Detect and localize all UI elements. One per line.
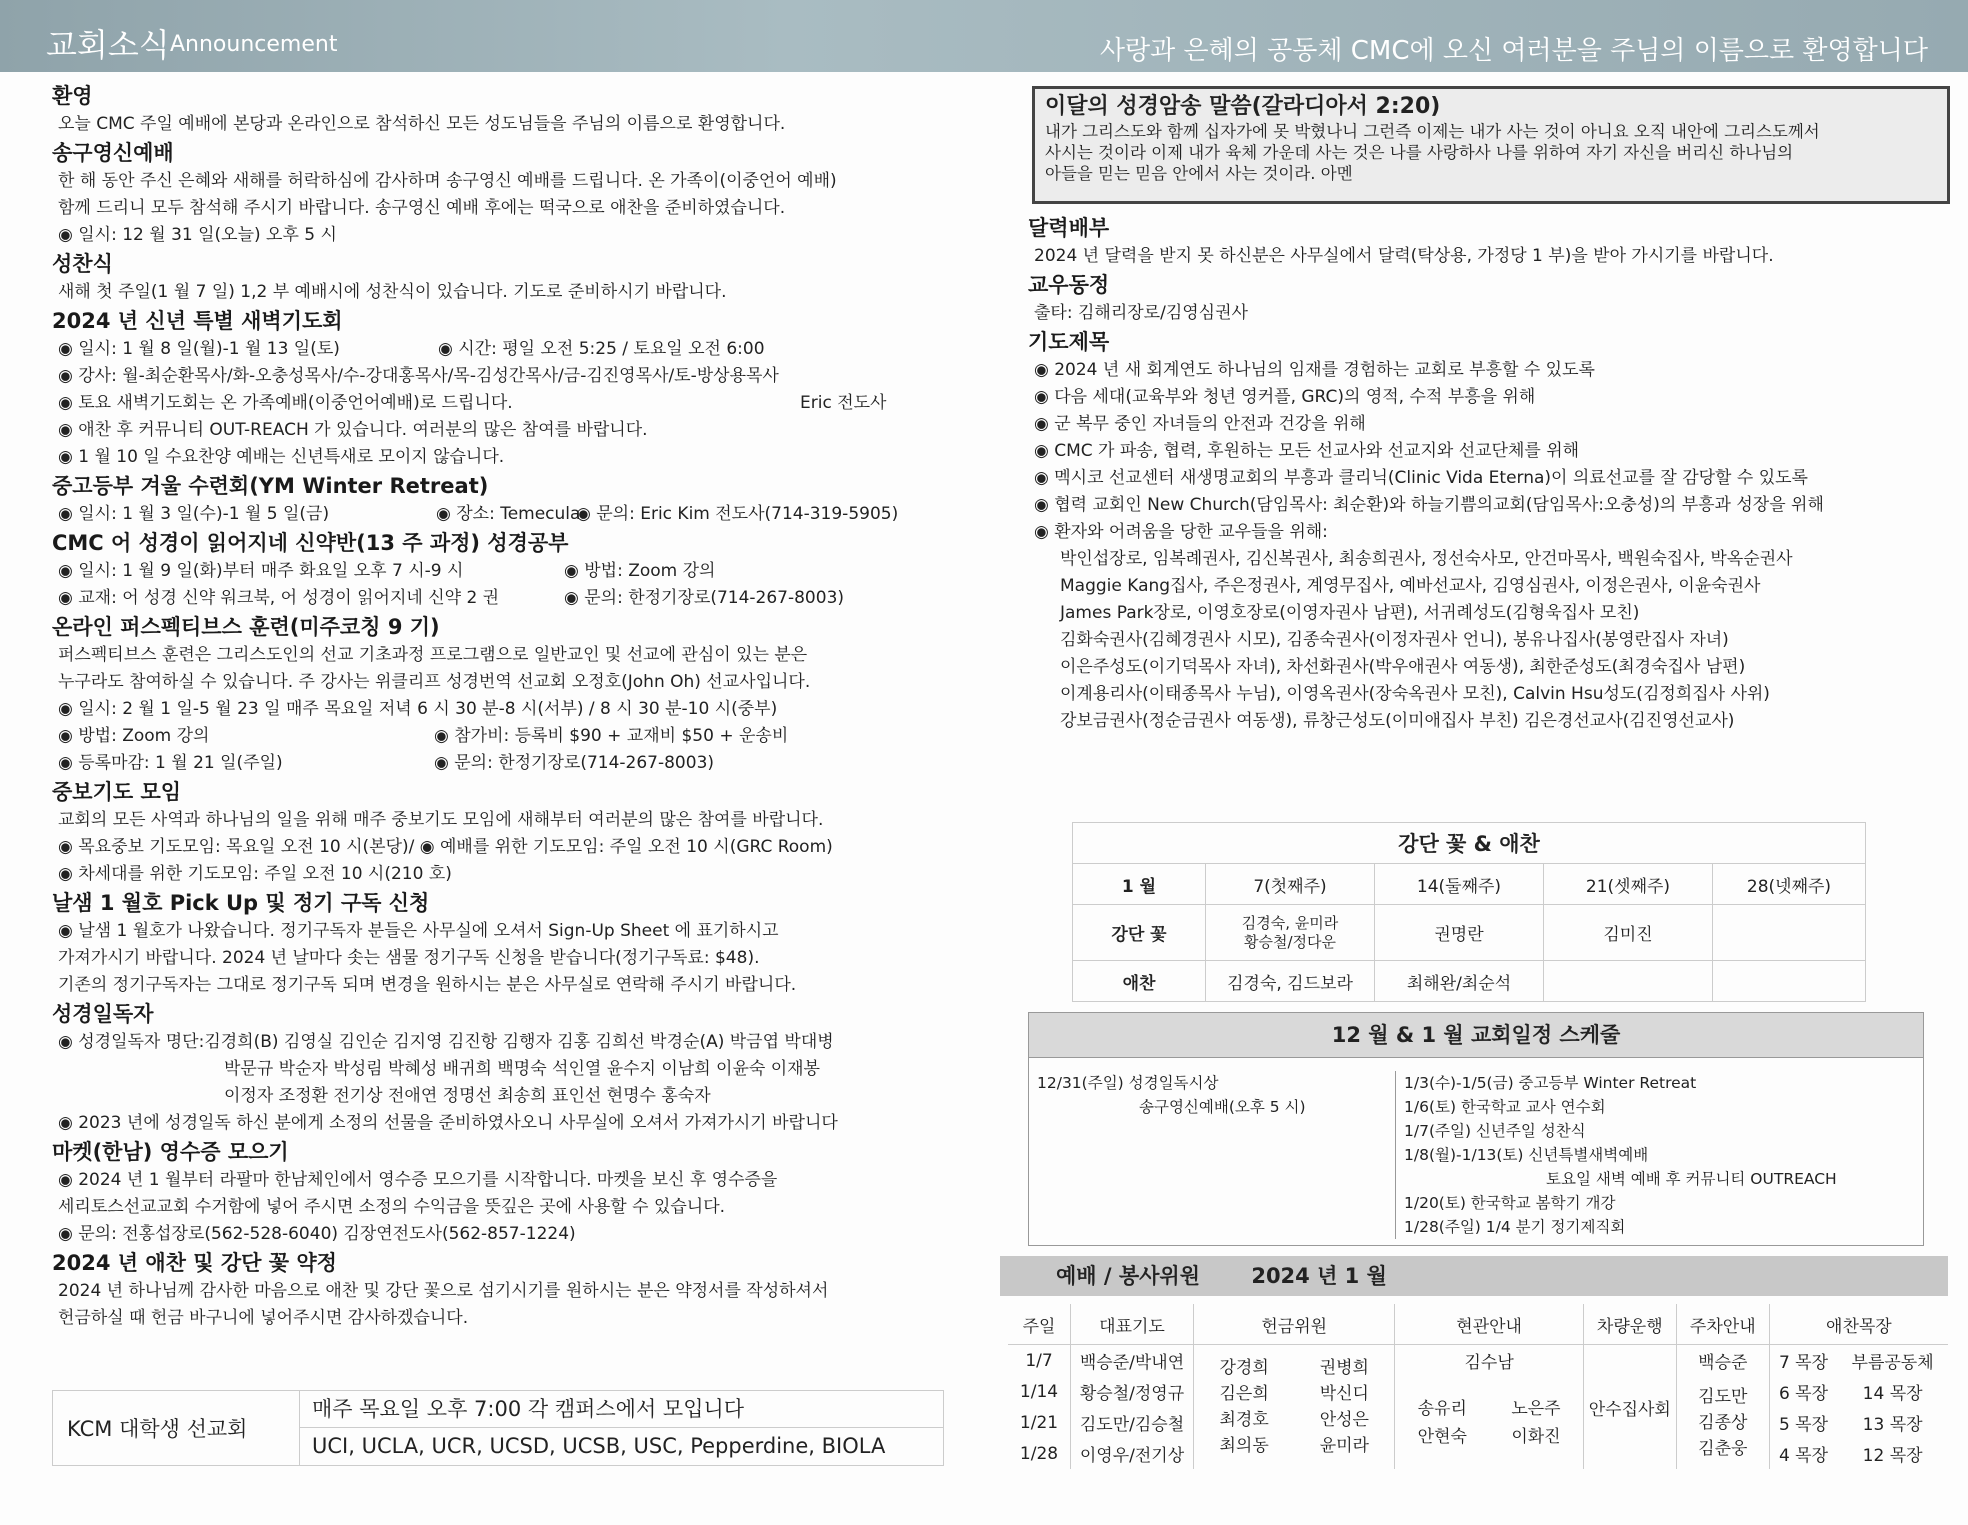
table-cell: 권명란: [1375, 905, 1544, 961]
prayer-names: Maggie Kang집사, 주은정권사, 계영무집사, 예바선교사, 김영심권사, 이정은권사, 이윤숙권사: [1060, 576, 1761, 596]
method-text: ◉ 방법: Zoom 강의: [564, 561, 716, 581]
date-text: ◉ 일시: 1 월 3 일(수)-1 월 5 일(금): [58, 504, 330, 524]
material-text: ◉ 교재: 어 성경 신약 워크북, 어 성경이 읽어지네 신약 2 권: [58, 588, 500, 608]
prayer-cell: 이영우/전기상: [1071, 1438, 1194, 1469]
section-title: 교우동정: [1028, 273, 1110, 297]
section-line: ◉ 목요중보 기도모임: 목요일 오전 10 시(본당)/ ◉ 예배를 위한 기도모임: 주일 오전 10 시(GRC Room): [58, 837, 833, 857]
section-line: ◉ 날샘 1 월호가 나왔습니다. 정기구독자 분들은 사무실에 오셔서 Sign-Up Sheet 에 표기하시고: [58, 921, 779, 941]
meal-cell: 6 목장: [1769, 1376, 1837, 1407]
name-text: 김종상: [1698, 1412, 1748, 1433]
section-line: [58, 723, 952, 750]
meal-cell: 7 목장: [1769, 1345, 1837, 1377]
table-header: 현관안내: [1395, 1304, 1583, 1345]
service-title: 예배 / 봉사위원: [1056, 1264, 1201, 1288]
section-title: 송구영신예배: [52, 141, 174, 165]
table-header: 14(둘째주): [1375, 864, 1544, 905]
table-cell: 최해완/최순석: [1375, 961, 1544, 1002]
section-title: 2024 년 신년 특별 새벽기도회: [52, 309, 343, 333]
schedule-title: 12 월 & 1 월 교회일정 스케줄: [1029, 1013, 1923, 1058]
prayer-item: ◉ 다음 세대(교육부와 청년 영커플, GRC)의 영적, 수적 부흥을 위해: [1034, 387, 1536, 407]
right-sections: [1028, 214, 1948, 736]
section-prayer: [1028, 328, 1948, 735]
section-line: 2024 년 하나님께 감사한 마음으로 애찬 및 강단 꽃으로 섬기시기를 원하시는 분은 약정서를 작성하셔서: [58, 1281, 829, 1301]
date-cell: 1/28: [1019, 1443, 1059, 1464]
section-line: [58, 336, 952, 363]
table-header: 차량운행: [1583, 1304, 1676, 1345]
verse-line: 아들을 믿는 믿음 안에서 사는 것이라. 아멘: [1045, 164, 1353, 183]
section-pledge: [52, 1249, 952, 1332]
name-text: 최경호: [1219, 1410, 1269, 1430]
kcm-box: [52, 1390, 944, 1466]
section-title: 기도제목: [1028, 330, 1110, 354]
section-title: CMC 어 성경이 읽어지네 신약반(13 주 과정) 성경공부: [52, 531, 569, 555]
fee-text: ◉ 참가비: 등록비 $90 + 교재비 $50 + 운송비: [434, 726, 789, 746]
section-title: 마켓(한남) 영수증 모으기: [52, 1140, 289, 1164]
section-line: ◉ 성경일독자 명단:김경희(B) 김영실 김인순 김지영 김진항 김행자 김홍 김희선 박경순(A) 박금엽 박대병: [58, 1032, 834, 1052]
prayer-names: 김화숙권사(김혜경권사 시모), 김종숙권사(이정자권사 언니), 봉유나집사(봉영란집사 자녀): [1060, 630, 1729, 650]
section-line: 퍼스펙티브스 훈련은 그리스도인의 선교 기초과정 프로그램으로 일반교인 및 선교에 관심이 있는 분은: [58, 645, 808, 665]
prayer-item: ◉ 2024 년 새 회계연도 하나님의 임재를 경험하는 교회로 부흥할 수 있도록: [1034, 360, 1595, 380]
usher-cell: 김수남: [1395, 1345, 1583, 1377]
parking-cell: 백승준: [1676, 1345, 1769, 1377]
section-line: [58, 501, 952, 528]
section-line: 이정자 조정환 전기상 전애연 정명선 최송희 표인선 현명수 홍숙자: [224, 1086, 711, 1106]
section-calendar: [1028, 214, 1948, 270]
section-market: [52, 1138, 952, 1248]
table-header: 헌금위원: [1194, 1304, 1395, 1345]
header-welcome: 사랑과 은혜의 공동체 CMC에 오신 여러분을 주님의 이름으로 환영합니다: [1099, 36, 1928, 66]
section-line: 교회의 모든 사역과 하나님의 일을 위해 매주 중보기도 모임에 새해부터 여러분의 많은 참여를 바랍니다.: [58, 810, 824, 830]
date-text: ◉ 일시: 1 월 9 일(화)부터 매주 화요일 오후 7 시-9 시: [58, 561, 464, 581]
schedule-item: 토요일 새벽 예배 후 커뮤니티 OUTREACH: [1546, 1170, 1837, 1188]
offering-col: [1194, 1345, 1295, 1470]
section-line: ◉ 2023 년에 성경일독 하신 분에게 소정의 선물을 준비하였사오니 사무실에 오셔서 가져가시기 바랍니다: [58, 1113, 838, 1133]
place-text: ◉ 장소: Temecula: [436, 504, 581, 524]
section-title: 중보기도 모임: [52, 780, 182, 804]
kcm-label: KCM 대학생 선교회: [53, 1391, 300, 1465]
section-title: 환영: [52, 84, 93, 108]
section-perspectives: [52, 613, 952, 777]
section-line: 오늘 CMC 주일 예배에 본당과 온라인으로 참석하신 모든 성도님들을 주님의 이름으로 환영합니다.: [58, 114, 786, 134]
section-title: 성찬식: [52, 252, 113, 276]
section-welcome: [52, 82, 952, 138]
name-text: 안성은: [1319, 1410, 1369, 1430]
section-intercession: [52, 778, 952, 888]
section-title: 날샘 1 월호 Pick Up 및 정기 구독 신청: [52, 891, 430, 915]
schedule-item: 송구영신예배(오후 5 시): [1139, 1098, 1306, 1116]
date-text: ◉ 일시: 1 월 8 일(월)-1 월 13 일(토): [58, 339, 340, 359]
prayer-cell: 백승준/박내연: [1071, 1345, 1194, 1377]
section-line: [58, 750, 952, 777]
table-cell: [1713, 905, 1866, 961]
cell-line: 황승철/정다운: [1244, 932, 1336, 951]
section-line: 출타: 김해리장로/김영심권사: [1034, 303, 1248, 323]
section-title: 성경일독자: [52, 1002, 154, 1026]
row-label: 강단 꽃: [1073, 905, 1206, 961]
name-text: 이화진: [1511, 1426, 1561, 1447]
section-communion: [52, 250, 952, 306]
contact-text: ◉ 문의: Eric Kim 전도사(714-319-5905): [576, 504, 899, 524]
prayer-item: ◉ 협력 교회인 New Church(담임목사: 최순환)와 하늘기쁨의교회(담임목사:오충성)의 부흥과 성장을 위해: [1034, 495, 1824, 515]
kcm-line: 매주 목요일 오후 7:00 각 캠퍼스에서 모입니다: [300, 1391, 943, 1428]
usher-col: [1489, 1376, 1583, 1469]
prayer-cell: 황승철/정영규: [1071, 1376, 1194, 1407]
kcm-details: [300, 1391, 943, 1465]
header-title-kor: 교회소식: [46, 26, 170, 64]
table-cell: [1206, 905, 1375, 961]
section-line: ◉ 강사: 월-최순환목사/화-오충성목사/수-강대홍목사/목-김성간목사/금-김진영목사/토-방상용목사: [58, 366, 779, 386]
meal-cell: 4 목장: [1769, 1438, 1837, 1469]
section-line: 함께 드리니 모두 참석해 주시기 바랍니다. 송구영신 예배 후에는 떡국으로 애찬을 준비하였습니다.: [58, 198, 786, 218]
table-cell: [1713, 961, 1866, 1002]
speaker-text: Eric 전도사: [800, 393, 887, 413]
meal-cell: 13 목장: [1862, 1415, 1923, 1435]
section-title: 온라인 퍼스펙티브스 훈련(미주코칭 9 기): [52, 615, 440, 639]
schedule-item: 12/31(주일) 성경일독시상: [1037, 1074, 1219, 1092]
header-title-eng: Announcement: [170, 32, 338, 57]
table-header: 애찬목장: [1769, 1304, 1948, 1345]
section-line: 누구라도 참여하실 수 있습니다. 주 강사는 위클리프 성경번역 선교회 오정호(John Oh) 선교사입니다.: [58, 672, 811, 692]
driving-cell: 안수집사회: [1583, 1345, 1676, 1470]
header-bar: [0, 0, 1968, 72]
section-line: ◉ 차세대를 위한 기도모임: 주일 오전 10 시(210 호): [58, 864, 452, 884]
section-members: [1028, 271, 1948, 327]
usher-col: [1395, 1376, 1489, 1469]
left-column: [52, 82, 952, 1333]
section-line: 가져가시기 바랍니다. 2024 년 날마다 솟는 샘물 정기구독 신청을 받습니다(정기구독료: $48).: [58, 948, 760, 968]
meal-cell: 14 목장: [1862, 1384, 1923, 1404]
memory-verse-box: [1032, 86, 1950, 204]
prayer-item: ◉ 멕시코 선교센터 새생명교회의 부흥과 클리닉(Clinic Vida Eterna)이 의료선교를 잘 감당할 수 있도록: [1034, 468, 1808, 488]
date-cell: 1/21: [1019, 1412, 1059, 1433]
section-nalsam: [52, 889, 952, 999]
name-text: 권병희: [1319, 1358, 1369, 1378]
section-dawn-prayer: [52, 307, 952, 471]
deadline-text: ◉ 등록마감: 1 월 21 일(주일): [58, 753, 283, 773]
name-text: 안현숙: [1417, 1426, 1467, 1447]
section-line: 2024 년 달력을 받지 못 하신분은 사무실에서 달력(탁상용, 가정당 1 부)을 받아 가시기를 바랍니다.: [1034, 246, 1774, 266]
name-text: 윤미라: [1319, 1436, 1369, 1456]
verse-line: 내가 그리스도와 함께 십자가에 못 박혔나니 그런즉 이제는 내가 사는 것이 아니요 오직 내안에 그리스도께서: [1045, 122, 1820, 141]
schedule-left: [1037, 1071, 1306, 1119]
section-retreat: [52, 472, 952, 528]
note-text: ◉ 토요 새벽기도회는 온 가족예배(이중언어예배)로 드립니다.: [58, 393, 513, 413]
service-header-bar: [1000, 1256, 1948, 1296]
date-cell: 1/7: [1025, 1350, 1053, 1371]
name-text: 송유리: [1417, 1398, 1467, 1419]
section-title: 2024 년 애찬 및 강단 꽃 약정: [52, 1251, 337, 1275]
offering-col: [1294, 1345, 1395, 1470]
verse-title: 이달의 성경암송 말씀(갈라디아서 2:20): [1045, 94, 1441, 119]
table-header: 1 월: [1073, 864, 1206, 905]
section-line: 박문규 박순자 박성림 박혜성 배귀희 백명숙 석인열 윤수지 이남희 이윤숙 이재봉: [224, 1059, 820, 1079]
section-line: [58, 390, 952, 417]
name-text: 박신디: [1319, 1384, 1369, 1404]
section-line: 한 해 동안 주신 은혜와 새해를 허락하심에 감사하며 송구영신 예배를 드립니다. 온 가족이(이중언어 예배): [58, 171, 837, 191]
name-text: 김도만: [1698, 1386, 1748, 1407]
date-cell: 1/14: [1019, 1381, 1059, 1402]
section-line: ◉ 애찬 후 커뮤니티 OUT-REACH 가 있습니다. 여러분의 많은 참여를 바랍니다.: [58, 420, 648, 440]
contact-text: ◉ 문의: 한정기장로(714-267-8003): [434, 753, 715, 773]
flower-meal-table: [1072, 822, 1866, 1002]
section-line: ◉ 일시: 2 월 1 일-5 월 23 일 매주 목요일 저녁 6 시 30 분-8 시(서부) / 8 시 30 분-10 시(중부): [58, 699, 778, 719]
meal-cell: 부름공동체: [1851, 1353, 1934, 1373]
table-header: 대표기도: [1071, 1304, 1194, 1345]
schedule-item: 1/8(월)-1/13(토) 신년특별새벽예배: [1404, 1146, 1649, 1164]
prayer-names: 이계용리사(이태종목사 누님), 이영옥권사(장숙옥권사 모친), Calvin Hsu성도(김정희집사 사위): [1060, 684, 1770, 704]
schedule-item: 1/7(주일) 신년주일 성찬식: [1404, 1122, 1586, 1140]
table-cell: [1544, 961, 1713, 1002]
prayer-item: ◉ 환자와 어려움을 당한 교우들을 위해:: [1034, 522, 1328, 542]
cell-line: 김경숙, 윤미라: [1241, 913, 1339, 932]
parking-col: [1676, 1376, 1769, 1469]
section-line: 새해 첫 주일(1 월 7 일) 1,2 부 예배시에 성찬식이 있습니다. 기도로 준비하시기 바랍니다.: [58, 282, 727, 302]
schedule-item: 1/3(수)-1/5(금) 중고등부 Winter Retreat: [1404, 1074, 1697, 1092]
prayer-cell: 김도만/김승철: [1071, 1407, 1194, 1438]
schedule-item: 1/28(주일) 1/4 분기 정기제직회: [1404, 1218, 1626, 1236]
table-header: 21(셋째주): [1544, 864, 1713, 905]
method-text: ◉ 방법: Zoom 강의: [58, 726, 210, 746]
prayer-item: ◉ 군 복무 중인 자녀들의 안전과 건강을 위해: [1034, 414, 1366, 434]
name-text: 김춘웅: [1698, 1438, 1748, 1459]
prayer-item: ◉ CMC 가 파송, 협력, 후원하는 모든 선교사와 선교지와 선교단체를 위해: [1034, 441, 1580, 461]
schedule-item: 1/20(토) 한국학교 봄학기 개강: [1404, 1194, 1616, 1212]
section-line: 헌금하실 때 헌금 바구니에 넣어주시면 감사하겠습니다.: [58, 1308, 469, 1328]
section-line: ◉ 1 월 10 일 수요찬양 예배는 신년특새로 모이지 않습니다.: [58, 447, 505, 467]
table-cell: 김경숙, 김드보라: [1206, 961, 1375, 1002]
prayer-names: 강보금권사(정순금권사 여동생), 류창근성도(이미애집사 부친) 김은경선교사(김진영선교사): [1060, 711, 1735, 731]
table-title: 강단 꽃 & 애찬: [1073, 823, 1866, 864]
prayer-names: 이은주성도(이기덕목사 자녀), 차선화권사(박우애권사 여동생), 최한준성도(최경숙집사 남편): [1060, 657, 1746, 677]
time-text: ◉ 시간: 평일 오전 5:25 / 토요일 오전 6:00: [438, 339, 765, 359]
service-month: 2024 년 1 월: [1251, 1264, 1387, 1288]
section-line: 기존의 정기구독자는 그대로 정기구독 되며 변경을 원하시는 분은 사무실로 연락해 주시기 바랍니다.: [58, 975, 797, 995]
section-line: 세리토스선교교회 수거함에 넣어 주시면 소정의 수익금을 뜻깊은 곳에 사용할 수 있습니다.: [58, 1197, 726, 1217]
table-header: 주일: [1008, 1304, 1071, 1345]
section-line: [58, 585, 952, 612]
meal-cell: 12 목장: [1862, 1446, 1923, 1466]
section-line: ◉ 일시: 12 월 31 일(오늘) 오후 5 시: [58, 225, 337, 245]
verse-line: 사시는 것이라 이제 내가 육체 가운데 사는 것은 나를 사랑하사 나를 위하여 자기 자신을 버리신 하나님의: [1045, 143, 1794, 162]
table-cell: 김미진: [1544, 905, 1713, 961]
table-header: 주차안내: [1676, 1304, 1769, 1345]
section-bible-study: [52, 529, 952, 612]
section-line: [58, 558, 952, 585]
prayer-names: James Park장로, 이영호장로(이영자권사 남편), 서귀례성도(김형욱집사 모친): [1060, 603, 1640, 623]
name-text: 김은희: [1219, 1384, 1269, 1404]
schedule-box: [1028, 1012, 1924, 1246]
meal-cell: 5 목장: [1769, 1407, 1837, 1438]
schedule-item: 1/6(토) 한국학교 교사 연수회: [1404, 1098, 1606, 1116]
name-text: 최의동: [1219, 1436, 1269, 1456]
table-header: 28(넷째주): [1713, 864, 1866, 905]
service-table: [1008, 1304, 1948, 1469]
section-farewell: [52, 139, 952, 249]
section-title: 중고등부 겨울 수련회(YM Winter Retreat): [52, 474, 489, 498]
contact-text: ◉ 문의: 한정기장로(714-267-8003): [564, 588, 845, 608]
schedule-right: [1395, 1071, 1837, 1239]
row-label: 애찬: [1073, 961, 1206, 1002]
prayer-names: 박인섭장로, 임복례권사, 김신복권사, 최송희권사, 정선숙사모, 안건마목사, 백원숙집사, 박옥순권사: [1060, 549, 1793, 569]
table-header: 7(첫째주): [1206, 864, 1375, 905]
section-line: ◉ 2024 년 1 월부터 라팔마 한남체인에서 영수증 모으기를 시작합니다. 마켓을 보신 후 영수증을: [58, 1170, 778, 1190]
section-line: ◉ 문의: 전홍섭장로(562-528-6040) 김장연전도사(562-857-1224): [58, 1224, 576, 1244]
section-readers: [52, 1000, 952, 1137]
kcm-line: UCI, UCLA, UCR, UCSD, UCSB, USC, Pepperdine, BIOLA: [312, 1434, 886, 1458]
name-text: 강경희: [1219, 1358, 1269, 1378]
section-title: 달력배부: [1028, 216, 1110, 240]
name-text: 노은주: [1511, 1398, 1561, 1419]
